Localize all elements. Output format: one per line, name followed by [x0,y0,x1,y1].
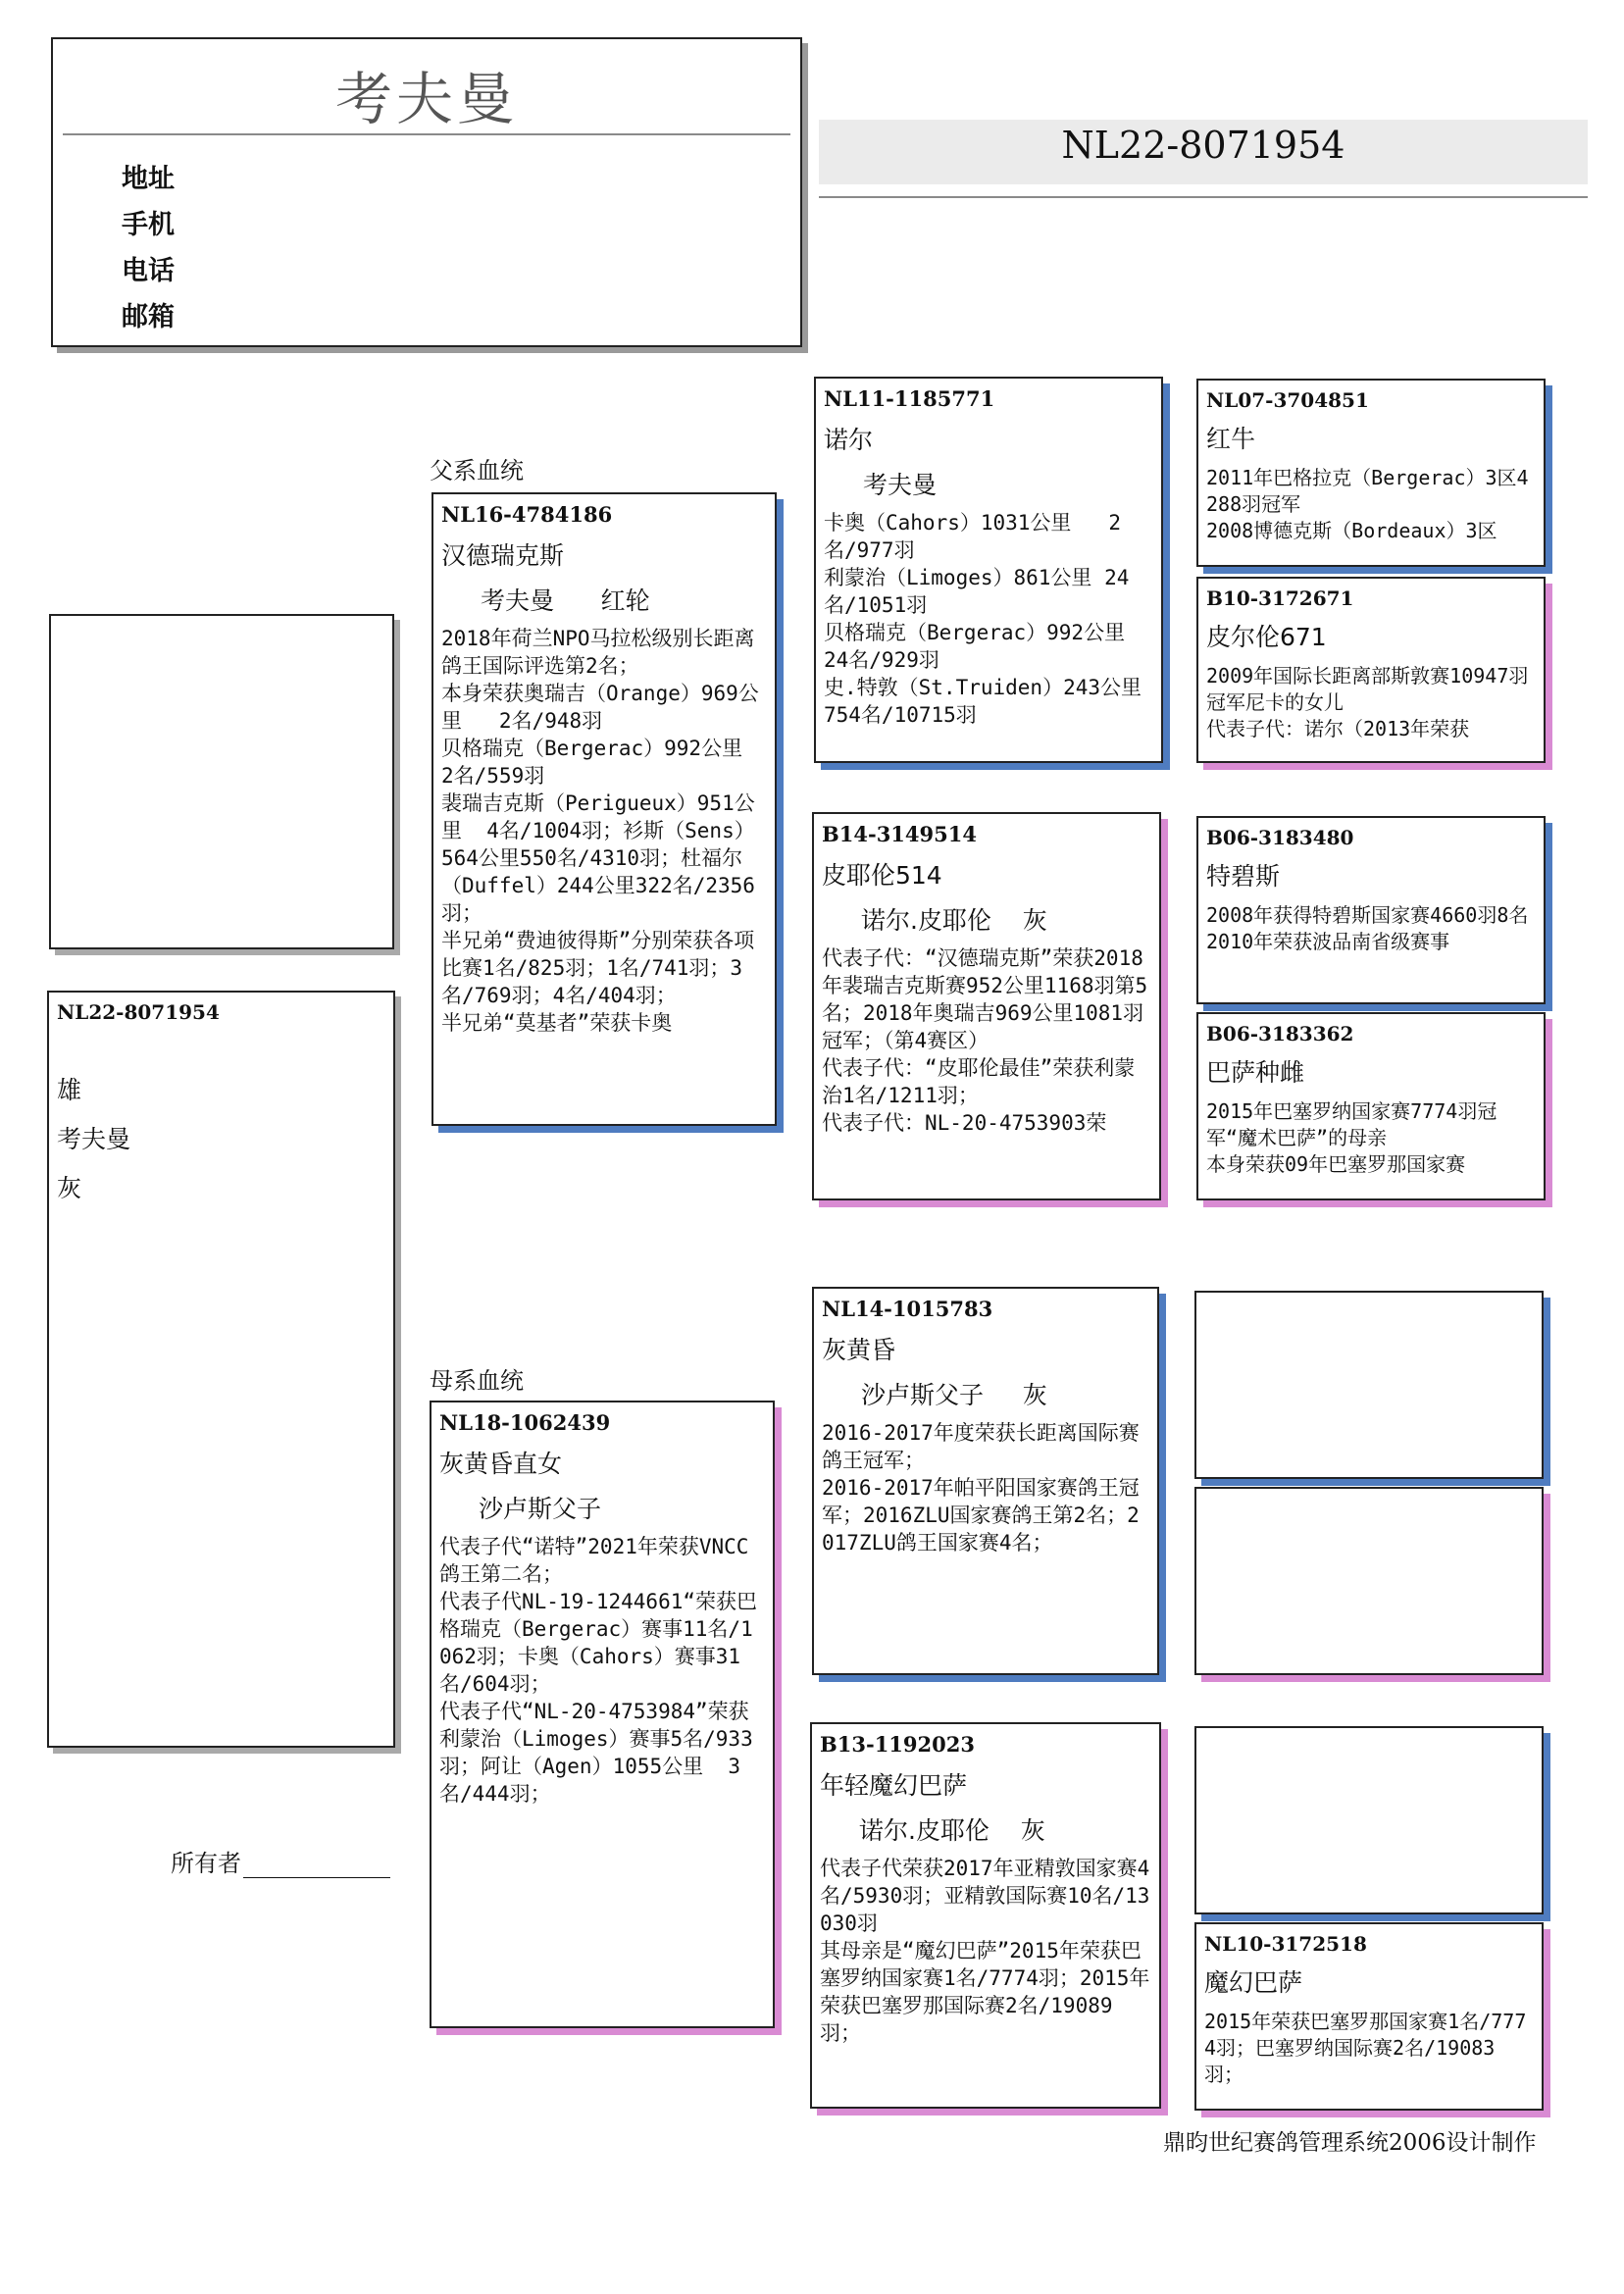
dam-sire-box [812,1287,1159,1675]
owner-divider [63,133,790,135]
dam-dam-name: 年轻魔幻巴萨 [820,1771,968,1800]
sire-sire-ring: NL11-1185771 [824,386,995,411]
dam-parents: 沙卢斯父子 [479,1495,602,1523]
dam-box [430,1401,775,2028]
subject-ring: NL22-8071954 [57,1000,220,1024]
dam-description: 代表子代“诺特”2021年荣获VNCC鸽王第二名； 代表子代NL-19-1244661“荣获巴格瑞克（Bergerac）赛事11名/1062羽；卡奥（Cahors）赛事31名/604羽； 代表子代“NL-20-4753984”荣获利蒙治（Limoges）赛事5名/933羽；阿让（Agen）1055公里 3名/444羽； [439,1535,758,1806]
sss-box [1196,379,1546,567]
sire-box [431,492,777,1126]
sds-box [1196,816,1546,1004]
dam-dam-ring: B13-1192023 [820,1732,975,1757]
ddd-box [1194,1922,1544,2111]
ssd-box [1196,577,1546,763]
sire-ring: NL16-4784186 [441,502,613,527]
subject-breeder: 考夫曼 [57,1125,131,1153]
ssd-description: 2009年国际长距离部斯敦赛10947羽冠军尼卡的女儿 代表子代：诺尔（2013年荣获 [1206,664,1529,740]
mobile-label: 手机 [122,210,175,240]
sdd-ring: B06-3183362 [1206,1022,1354,1045]
sire-dam-description: 代表子代：“汉德瑞克斯”荣获2018年裴瑞吉克斯赛952公里1168羽第5名；2018年奥瑞吉969公里1081羽冠军；（第4赛区） 代表子代：“皮耶伦最佳”荣获利蒙治1名/1211羽； 代表子代：NL-20-4753903荣 [822,946,1148,1135]
sire-label: 父系血统 [430,457,524,484]
footer-credit: 鼎昀世纪赛鸽管理系统2006设计制作 [1163,2130,1537,2156]
dss-box [1194,1291,1544,1479]
owner-box [51,37,802,347]
dam-dam-description: 代表子代荣获2017年亚精敦国家赛4名/5930羽；亚精敦国际赛10名/13030羽 其母亲是“魔幻巴萨”2015年荣获巴塞罗纳国家赛1名/7774羽；2015年荣获巴塞罗那国际赛2名/19089羽； [820,1857,1150,2045]
ddd-name: 魔幻巴萨 [1204,1968,1303,1997]
sdd-box [1196,1012,1546,1200]
ring-header: NL22-8071954 [1061,124,1345,167]
sss-description: 2011年巴格拉克（Bergerac）3区4288羽冠军 2008博德克斯（Bordeaux）3区 [1206,466,1529,542]
sire-sire-name: 诺尔 [824,426,874,454]
sds-description: 2008年获得特碧斯国家赛4660羽8名 2010年荣获波品南省级赛事 [1206,903,1529,953]
ddd-ring: NL10-3172518 [1204,1932,1367,1956]
subject-sex: 雄 [57,1076,82,1104]
owner-signature-line [243,1854,390,1878]
sire-name: 汉德瑞克斯 [441,541,565,570]
photo-box [49,614,394,949]
ssd-name: 皮尔伦671 [1206,623,1327,651]
sire-sire-parents: 考夫曼 [863,471,938,499]
sire-sire-box [814,377,1163,763]
sire-sire-description: 卡奥（Cahors）1031公里 2名/977羽 利蒙治（Limoges）861公里 24名/1051羽 贝格瑞克（Bergerac）992公里 24名/929羽 史.特敦（St.Truiden）243公里 754名/10715羽 [824,511,1142,727]
dam-dam-box [810,1722,1161,2109]
dam-ring: NL18-1062439 [439,1410,611,1435]
owner-signature-label: 所有者 [171,1850,241,1877]
sdd-name: 巴萨种雌 [1206,1058,1305,1087]
sds-ring: B06-3183480 [1206,826,1354,849]
owner-signature [171,1844,390,1878]
ssd-ring: B10-3172671 [1206,586,1354,610]
dam-dam-parents: 诺尔.皮耶伦 灰 [859,1816,1045,1845]
dam-sire-description: 2016-2017年度荣获长距离国际赛鸽王冠军； 2016-2017年帕平阳国家赛鸽王冠军；2016ZLU国家赛鸽王第2名；2017ZLU鸽王国家赛4名； [822,1421,1140,1555]
phone-label: 电话 [122,256,175,286]
sss-ring: NL07-3704851 [1206,388,1369,412]
address-label: 地址 [122,164,175,194]
sds-name: 特碧斯 [1206,862,1281,891]
sdd-description: 2015年巴塞罗纳国家赛7774羽冠军“魔术巴萨”的母亲 本身荣获09年巴塞罗那国家赛 [1206,1099,1497,1176]
email-label: 邮箱 [122,302,175,332]
subject-box [47,991,395,1748]
ddd-description: 2015年荣获巴塞罗那国家赛1名/7774羽；巴塞罗纳国际赛2名/19083羽； [1204,2010,1527,2086]
dam-name: 灰黄昏直女 [439,1450,563,1478]
sire-dam-parents: 诺尔.皮耶伦 灰 [861,906,1047,935]
sss-name: 红牛 [1206,425,1256,453]
dds-box [1194,1726,1544,1914]
subject-color: 灰 [57,1174,82,1202]
dam-sire-ring: NL14-1015783 [822,1297,993,1321]
ring-header-rule [819,196,1588,198]
sire-dam-ring: B14-3149514 [822,822,977,846]
dam-label: 母系血统 [430,1367,524,1395]
sire-parents: 考夫曼 红轮 [481,586,650,615]
dam-sire-name: 灰黄昏 [822,1336,896,1364]
sire-description: 2018年荷兰NPO马拉松级别长距离鸽王国际评选第2名； 本身荣获奥瑞吉（Orange）969公里 2名/948羽 贝格瑞克（Bergerac）992公里 2名/559羽 裴瑞吉克斯（Perigueux）951公里 4名/1004羽；衫斯（Sens）564公里550名/4310羽；杜福尔（Duffel）244公里322名/2356羽； 半兄弟“费迪彼得斯”分别荣获各项比赛1名/825羽；1名/741羽；3名/769羽；4名/404羽； 半兄弟“莫基者”荣获卡奥 [441,627,759,1035]
dsd-box [1194,1487,1544,1675]
owner-name: 考夫曼 [334,66,518,132]
dam-sire-parents: 沙卢斯父子 灰 [861,1381,1047,1409]
sire-dam-box [812,812,1161,1200]
sire-dam-name: 皮耶伦514 [822,861,942,890]
